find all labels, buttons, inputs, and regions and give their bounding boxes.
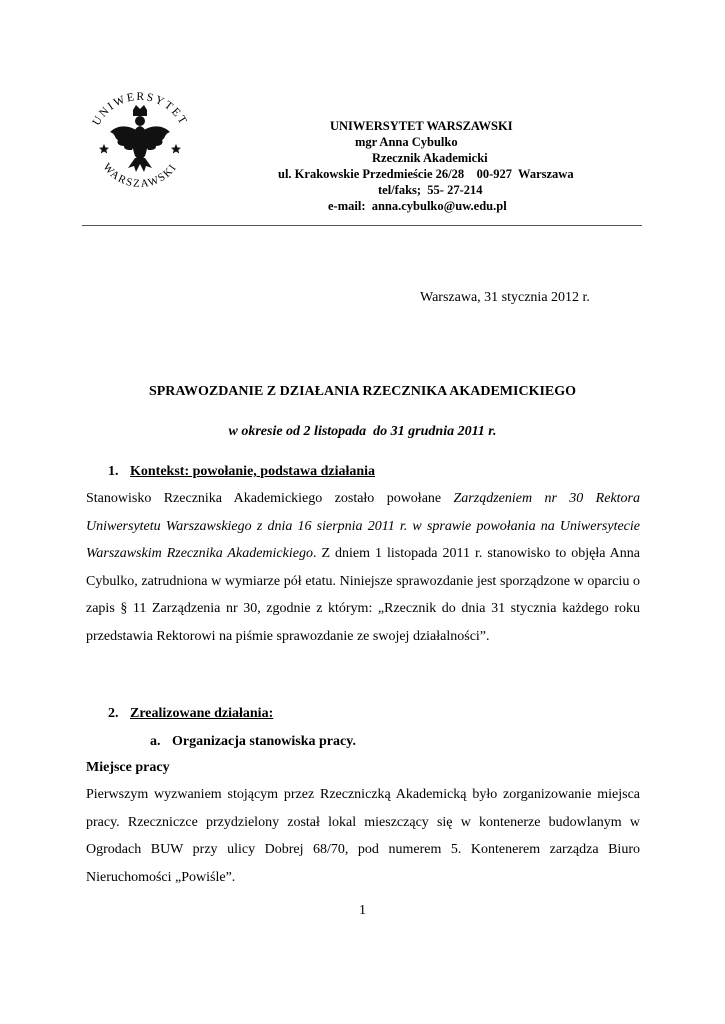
- seal-text-bottom: WARSZAWSKI: [100, 161, 180, 191]
- regulation-reference: Zarządzeniem nr 30 Rektora Uniwersytetu Warszawskiego z dnia 16 sierpnia 2011 r. w sprawie powołania na Uniwersytecie Warszawskim Rzecznika Akademickiego: [86, 491, 640, 562]
- subsection-a-heading: [150, 734, 356, 750]
- author-role: Rzecznik Akademicki: [372, 151, 488, 165]
- phone: tel/faks; 55- 27-214: [378, 183, 483, 197]
- header-divider: [82, 225, 642, 226]
- section-1-number: 1.: [108, 464, 119, 479]
- svg-text:WARSZAWSKI: [100, 161, 179, 190]
- page-number: 1: [359, 903, 366, 918]
- section-1-heading: [108, 464, 375, 480]
- university-seal-logo: [80, 80, 200, 200]
- subsection-a-title: Organizacja stanowiska pracy.: [172, 734, 356, 749]
- author-name: mgr Anna Cybulko: [355, 135, 458, 149]
- paragraph-text: Stanowisko Rzecznika Akademickiego zostało powołane: [86, 491, 454, 506]
- section-2-heading: [108, 706, 273, 722]
- institution-name: UNIWERSYTET WARSZAWSKI: [330, 119, 513, 133]
- document-subtitle: w okresie od 2 listopada do 31 grudnia 2011 r.: [228, 424, 497, 439]
- section-2-paragraph: Pierwszym wyzwaniem stojącym przez Rzeczniczką Akademicką było zorganizowanie miejsca pracy. Rzeczniczce przydzielony został lokal mieszczący się w kontenerze budowlanym w Ogrodach BUW przy ulicy Dobrej 68/70, pod numerem 5. Kontenerem zarządza Biuro Nieruchomości „Powiśle”.: [86, 787, 640, 885]
- subsection-a-letter: a.: [150, 734, 161, 749]
- date-line: Warszawa, 31 stycznia 2012 r.: [420, 290, 590, 305]
- section-2-number: 2.: [108, 706, 119, 721]
- section-1-title: Kontekst: powołanie, podstawa działania: [130, 464, 376, 479]
- address: ul. Krakowskie Przedmieście 26/28 00-927 Warszawa: [278, 167, 574, 181]
- section-2-title: Zrealizowane działania:: [130, 706, 274, 721]
- seal-text-top: UNIWERSYTET: [90, 90, 190, 128]
- eagle-icon: [110, 105, 170, 172]
- email: e-mail: anna.cybulko@uw.edu.pl: [328, 199, 507, 213]
- section-1-paragraph: [86, 485, 640, 651]
- letterhead: [250, 118, 610, 218]
- paragraph-text: . Z dniem 1 listopada 2011 r. stanowisko to objęła Anna Cybulko, zatrudniona w wymiarze pół etatu. Niniejsze sprawozdanie jest sporządzone w oparciu o zapis § 11 Zarządzenia nr 30, zgodnie z którym: „Rzecznik do dnia 31 stycznia każdego roku przedstawia Rektorowi na piśmie sprawozdanie ze swojej działalności”.: [86, 546, 640, 644]
- document-title: SPRAWOZDANIE Z DZIAŁANIA RZECZNIKA AKADEMICKIEGO: [148, 384, 577, 399]
- subheading-workplace: Miejsce pracy: [86, 760, 170, 775]
